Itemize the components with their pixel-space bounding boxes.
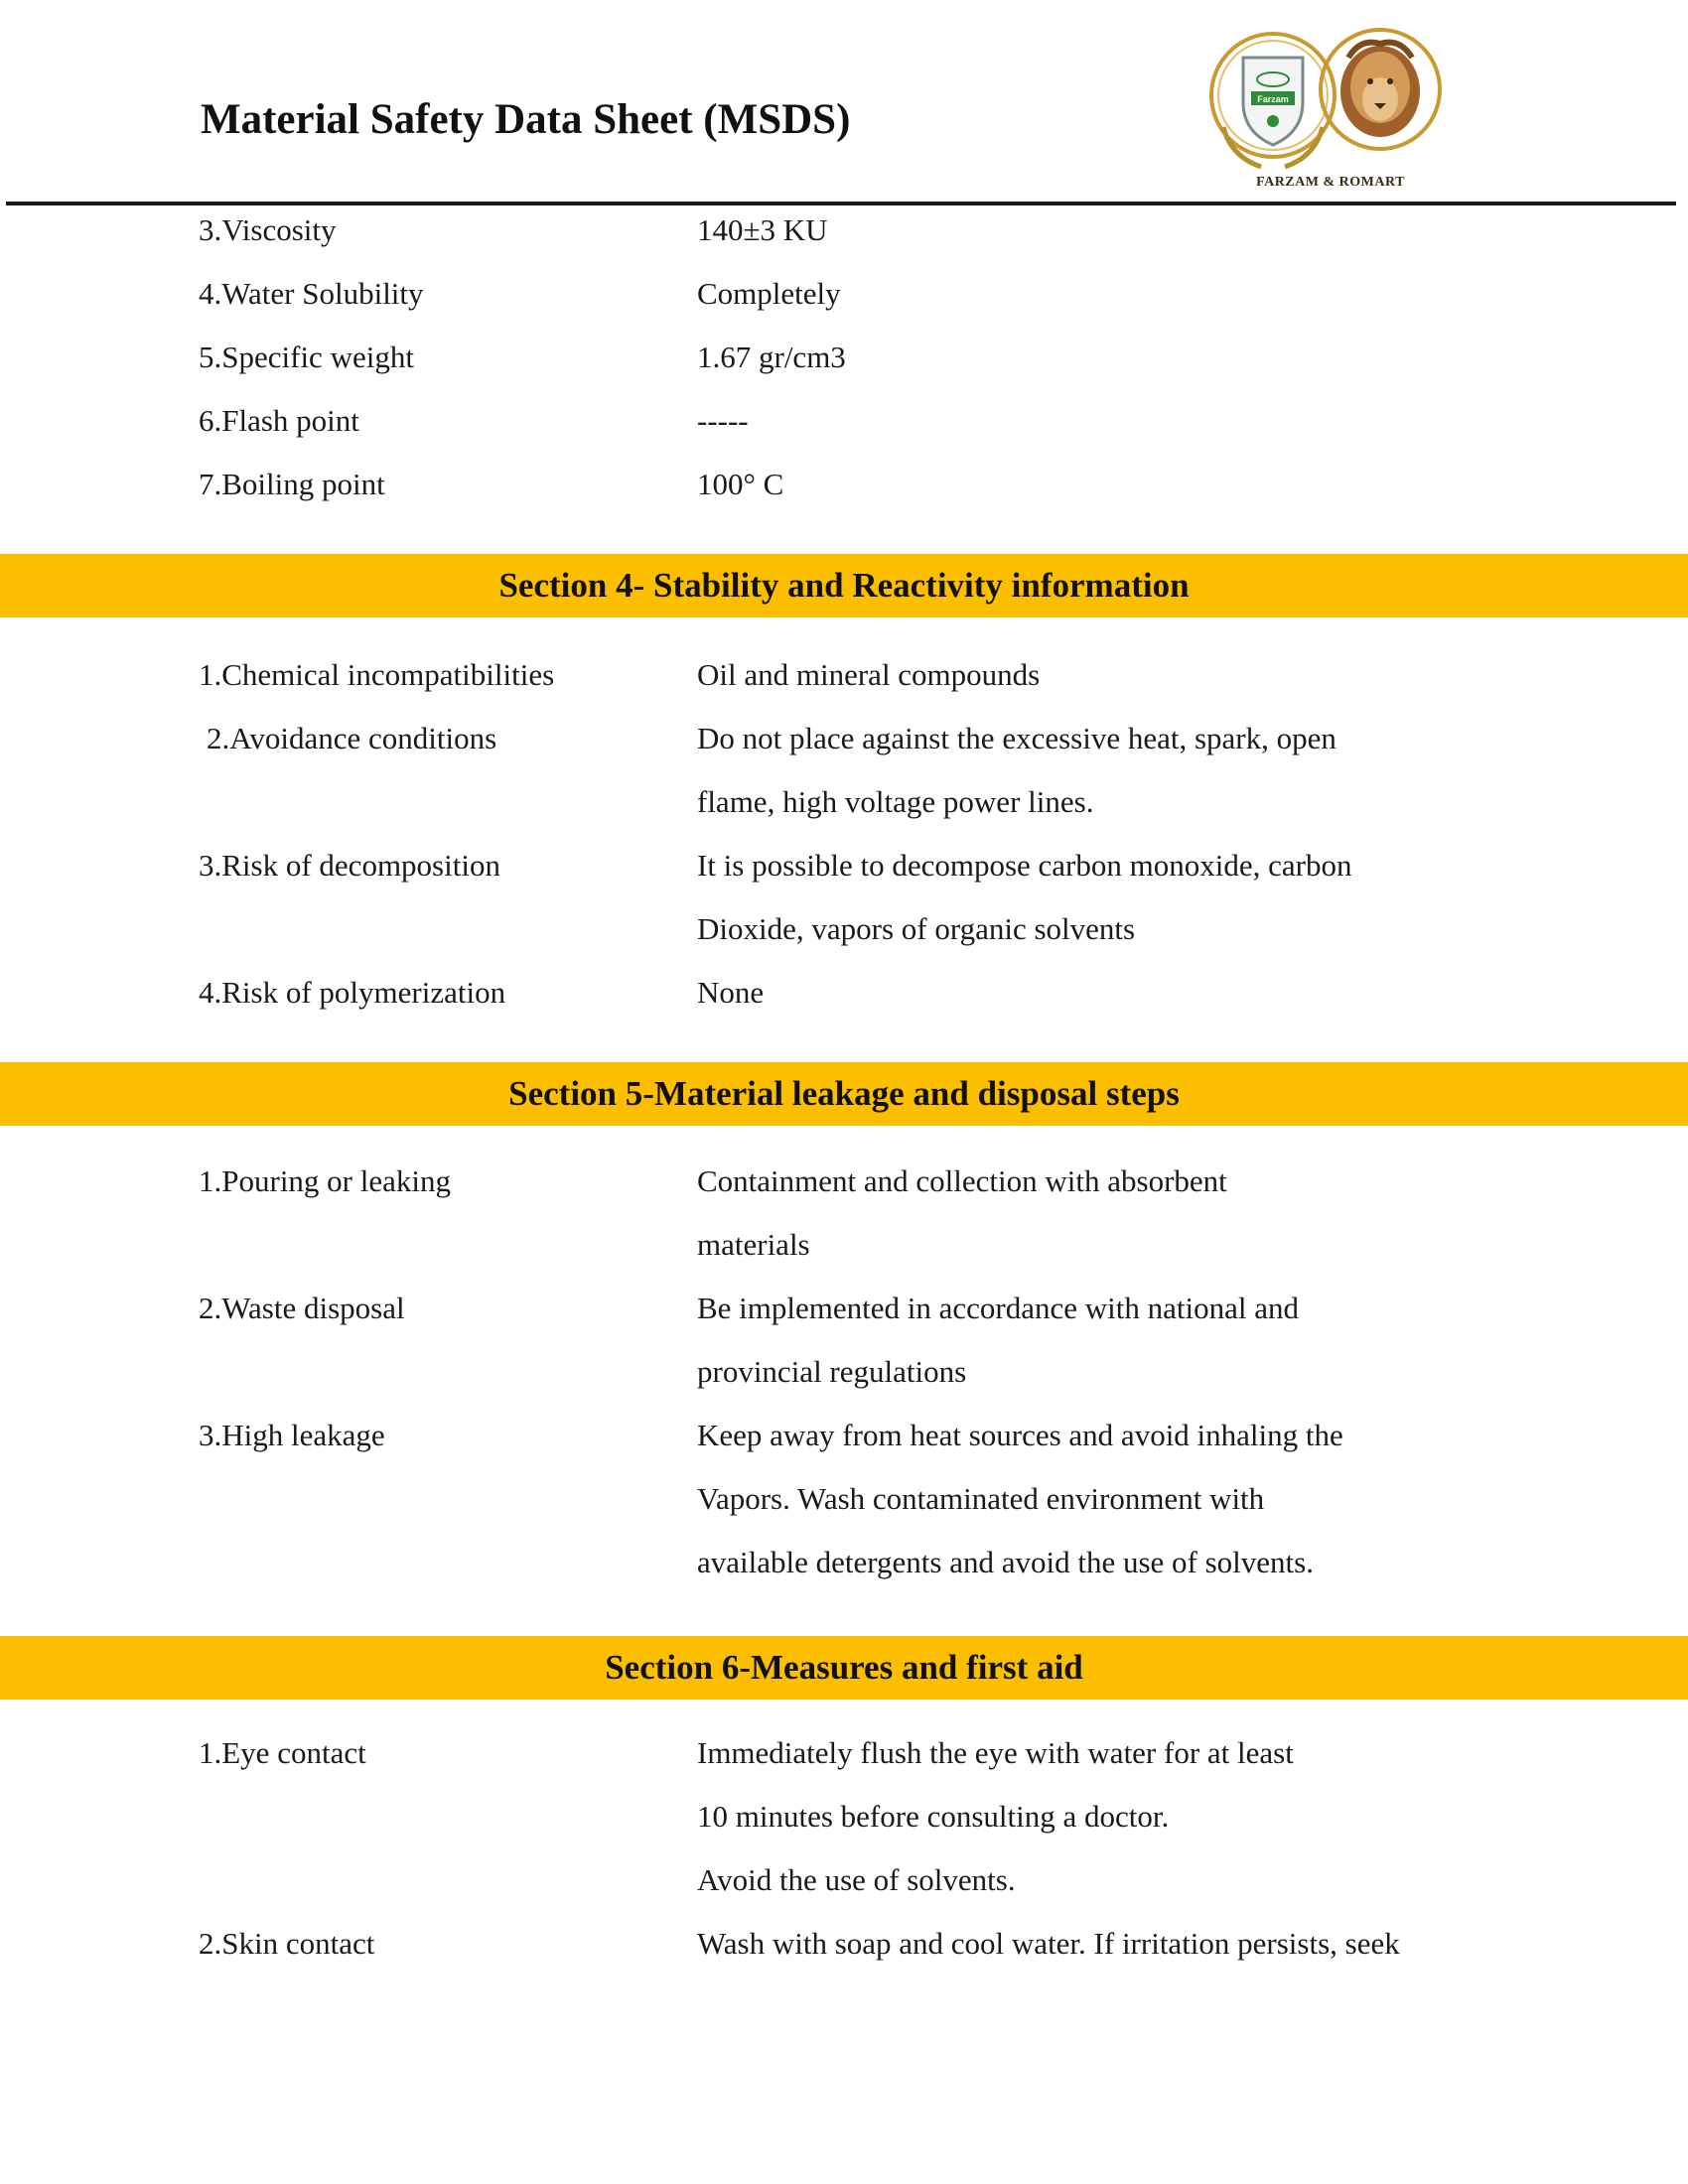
value-line: Dioxide, vapors of organic solvents bbox=[697, 911, 1136, 946]
value-line: Completely bbox=[697, 276, 841, 311]
section-4-header: Section 4- Stability and Reactivity information bbox=[0, 554, 1688, 617]
value-line: flame, high voltage power lines. bbox=[697, 784, 1094, 819]
page-header bbox=[0, 0, 1688, 206]
property-label: 1.Eye contact bbox=[199, 1735, 366, 1770]
property-value bbox=[697, 262, 1571, 326]
value-line: Containment and collection with absorbent bbox=[697, 1163, 1227, 1198]
value-line: materials bbox=[697, 1227, 810, 1262]
value-line: Avoid the use of solvents. bbox=[697, 1862, 1016, 1897]
company-logo bbox=[1201, 18, 1460, 197]
value-line: Wash with soap and cool water. If irritation persists, seek bbox=[697, 1926, 1400, 1961]
value-line: ----- bbox=[697, 403, 749, 438]
lion-emblem-icon bbox=[1321, 30, 1440, 149]
value-line: available detergents and avoid the use of solvents. bbox=[697, 1545, 1314, 1579]
value-line: It is possible to decompose carbon monoxide, carbon bbox=[697, 848, 1352, 883]
shield-emblem-icon bbox=[1211, 34, 1335, 167]
property-label: 5.Specific weight bbox=[199, 340, 414, 374]
property-label: 4.Risk of polymerization bbox=[199, 975, 506, 1010]
logo-badge-text: Farzam bbox=[1257, 94, 1289, 104]
value-line: None bbox=[697, 975, 765, 1010]
value-line: Vapors. Wash contaminated environment with bbox=[697, 1481, 1265, 1516]
value-line: Keep away from heat sources and avoid inhaling the bbox=[697, 1418, 1343, 1452]
property-value bbox=[697, 1277, 1571, 1404]
property-label: 1.Chemical incompatibilities bbox=[199, 657, 555, 692]
value-line: 100° C bbox=[697, 467, 784, 501]
property-label: 2.Skin contact bbox=[199, 1926, 375, 1961]
section-5-header: Section 5-Material leakage and disposal steps bbox=[0, 1062, 1688, 1126]
section-6-header: Section 6-Measures and first aid bbox=[0, 1636, 1688, 1700]
property-label: 6.Flash point bbox=[199, 403, 359, 438]
property-value bbox=[697, 389, 1571, 453]
property-label: 2.Waste disposal bbox=[199, 1291, 405, 1325]
property-value bbox=[697, 834, 1571, 961]
value-line: Oil and mineral compounds bbox=[697, 657, 1041, 692]
property-value bbox=[697, 707, 1571, 834]
property-label: 3.Risk of decomposition bbox=[199, 848, 500, 883]
property-value bbox=[697, 453, 1571, 516]
logo-caption: FARZAM & ROMART bbox=[1256, 175, 1405, 190]
value-line: Immediately flush the eye with water for at least bbox=[697, 1735, 1294, 1770]
value-line: Be implemented in accordance with national and bbox=[697, 1291, 1299, 1325]
value-line: 140±3 KU bbox=[697, 212, 828, 247]
property-value bbox=[697, 1150, 1571, 1277]
property-value bbox=[697, 199, 1571, 262]
property-label: 3.Viscosity bbox=[199, 212, 337, 247]
property-value bbox=[697, 643, 1571, 707]
property-label: 2.Avoidance conditions bbox=[207, 721, 497, 755]
property-value bbox=[697, 961, 1571, 1024]
property-value bbox=[697, 1721, 1571, 1912]
property-label: 1.Pouring or leaking bbox=[199, 1163, 451, 1198]
property-label: 7.Boiling point bbox=[199, 467, 385, 501]
value-line: provincial regulations bbox=[697, 1354, 967, 1389]
value-line: 1.67 gr/cm3 bbox=[697, 340, 846, 374]
document-title: Material Safety Data Sheet (MSDS) bbox=[201, 96, 851, 143]
property-label: 3.High leakage bbox=[199, 1418, 385, 1452]
property-value bbox=[697, 1404, 1571, 1594]
value-line: 10 minutes before consulting a doctor. bbox=[697, 1799, 1170, 1834]
property-value bbox=[697, 326, 1571, 389]
property-value bbox=[697, 1912, 1571, 1976]
value-line: Do not place against the excessive heat, spark, open bbox=[697, 721, 1336, 755]
property-label: 4.Water Solubility bbox=[199, 276, 424, 311]
